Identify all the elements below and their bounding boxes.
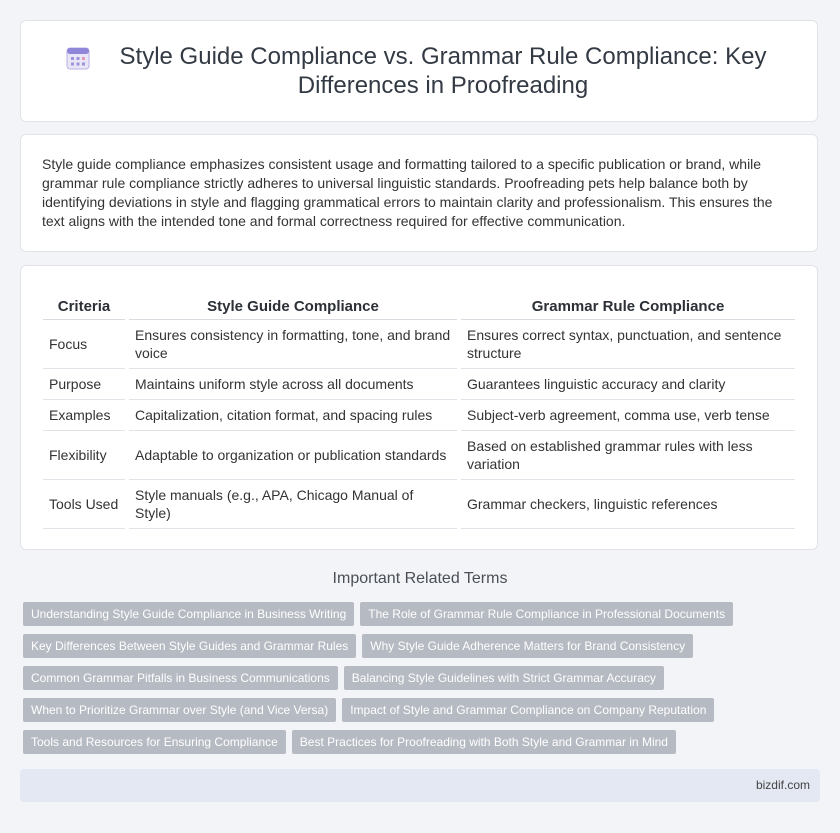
related-term-link[interactable]: When to Prioritize Grammar over Style (and Vice Versa) bbox=[23, 698, 336, 722]
intro-text: Style guide compliance emphasizes consistent usage and formatting tailored to a specific publication or brand, while grammar rule compliance strictly adheres to universal linguistic standards. Proofreading pets help balance both by identifying deviations in style and flagging grammatical errors to maintain clarity and professionalism. This ensures the text aligns with the intended tone and formal correctness required for effective communication. bbox=[42, 156, 773, 229]
table-row bbox=[43, 480, 795, 529]
criteria-cell: Flexibility bbox=[43, 431, 125, 480]
related-terms-list bbox=[23, 602, 823, 762]
related-term-link[interactable]: Common Grammar Pitfalls in Business Communications bbox=[23, 666, 338, 690]
style-guide-cell: Maintains uniform style across all documents bbox=[129, 369, 457, 400]
style-guide-cell: Ensures consistency in formatting, tone, and brand voice bbox=[129, 320, 457, 369]
header-style-guide: Style Guide Compliance bbox=[129, 296, 457, 320]
style-guide-cell: Adaptable to organization or publication standards bbox=[129, 431, 457, 480]
intro-card bbox=[20, 134, 818, 252]
table-row bbox=[43, 400, 795, 431]
page-title: Style Guide Compliance vs. Grammar Rule Compliance: Key Differences in Proofreading bbox=[119, 43, 767, 99]
header-criteria: Criteria bbox=[43, 296, 125, 320]
grammar-rule-cell: Based on established grammar rules with less variation bbox=[461, 431, 795, 480]
criteria-cell: Tools Used bbox=[43, 480, 125, 529]
table-row bbox=[43, 320, 795, 369]
footer-bar bbox=[20, 769, 820, 802]
criteria-cell: Focus bbox=[43, 320, 125, 369]
related-term-link[interactable]: Why Style Guide Adherence Matters for Brand Consistency bbox=[362, 634, 693, 658]
grammar-rule-cell: Grammar checkers, linguistic references bbox=[461, 480, 795, 529]
style-guide-cell: Capitalization, citation format, and spacing rules bbox=[129, 400, 457, 431]
header-card bbox=[20, 20, 818, 122]
comparison-card bbox=[20, 265, 818, 550]
table-row bbox=[43, 431, 795, 480]
criteria-cell: Purpose bbox=[43, 369, 125, 400]
footer-site[interactable]: bizdif.com bbox=[755, 778, 810, 792]
comparison-table bbox=[39, 296, 799, 529]
grammar-rule-cell: Guarantees linguistic accuracy and clarity bbox=[461, 369, 795, 400]
related-term-link[interactable]: Best Practices for Proofreading with Both Style and Grammar in Mind bbox=[292, 730, 676, 754]
related-term-link[interactable]: Key Differences Between Style Guides and Grammar Rules bbox=[23, 634, 356, 658]
criteria-cell: Examples bbox=[43, 400, 125, 431]
style-guide-cell: Style manuals (e.g., APA, Chicago Manual of Style) bbox=[129, 480, 457, 529]
related-term-link[interactable]: Impact of Style and Grammar Compliance on Company Reputation bbox=[342, 698, 714, 722]
related-terms-title: Important Related Terms bbox=[332, 570, 508, 587]
calendar-icon bbox=[65, 45, 91, 71]
header-grammar-rule: Grammar Rule Compliance bbox=[461, 296, 795, 320]
related-term-link[interactable]: Understanding Style Guide Compliance in Business Writing bbox=[23, 602, 354, 626]
related-term-link[interactable]: The Role of Grammar Rule Compliance in Professional Documents bbox=[360, 602, 733, 626]
table-row bbox=[43, 369, 795, 400]
grammar-rule-cell: Ensures correct syntax, punctuation, and sentence structure bbox=[461, 320, 795, 369]
related-term-link[interactable]: Tools and Resources for Ensuring Compliance bbox=[23, 730, 286, 754]
grammar-rule-cell: Subject-verb agreement, comma use, verb tense bbox=[461, 400, 795, 431]
related-term-link[interactable]: Balancing Style Guidelines with Strict Grammar Accuracy bbox=[344, 666, 664, 690]
